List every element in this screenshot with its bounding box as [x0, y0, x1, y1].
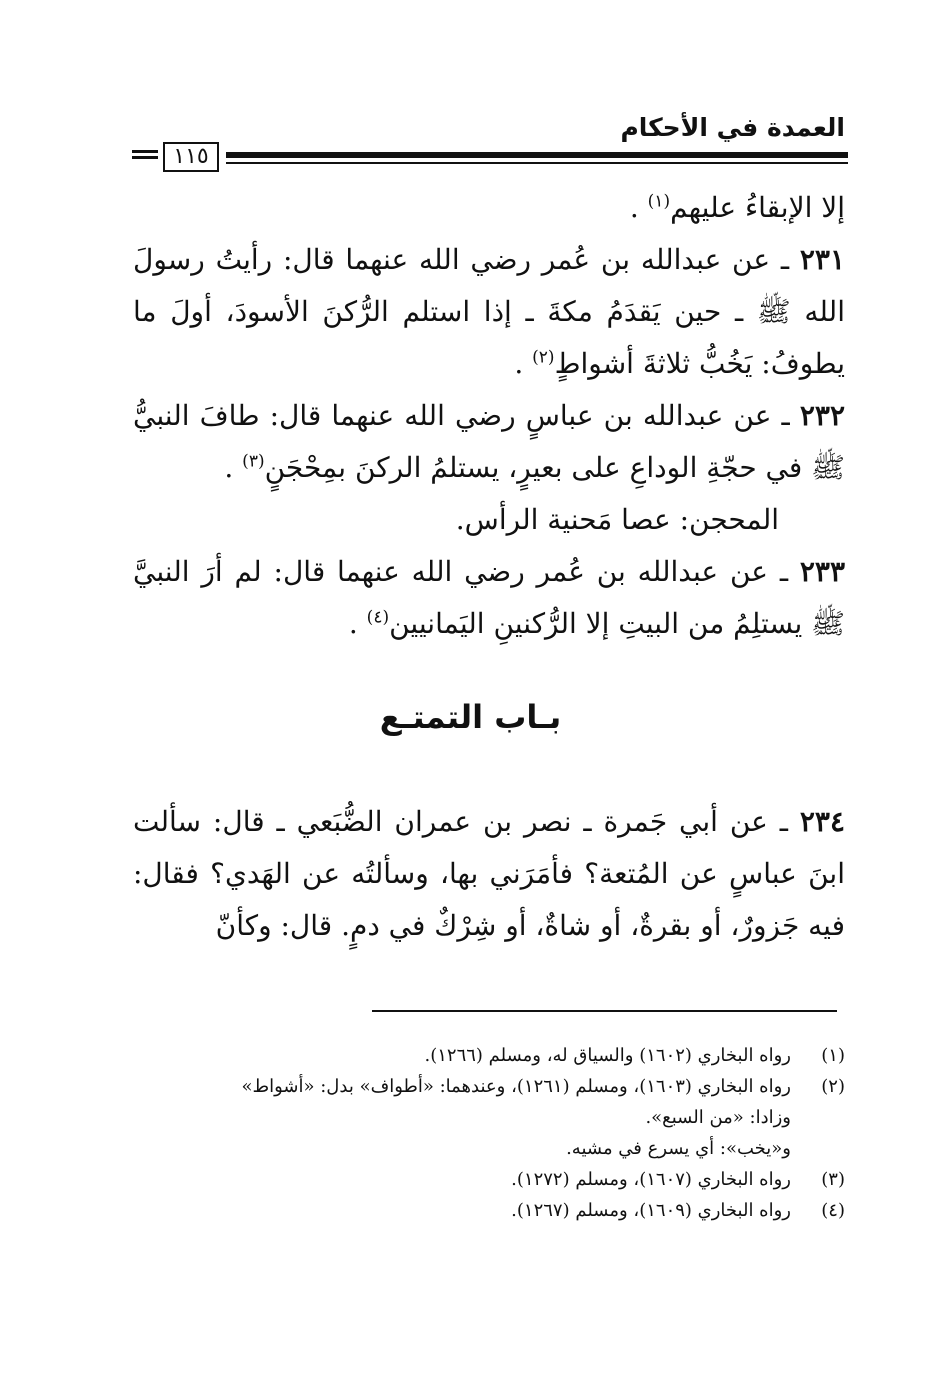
footnote-marker: (٤) — [366, 607, 390, 628]
hadith-231 — [133, 234, 845, 390]
footnote-marker: (١) — [647, 191, 671, 212]
ornament-bar — [132, 150, 158, 153]
hadith-232 — [133, 390, 845, 494]
period: . — [629, 191, 639, 224]
footnote-number: (٢) — [821, 1076, 845, 1097]
footnote-number: (١) — [821, 1045, 845, 1066]
footnote-text: رواه البخاري (١٦٠٢) والسياق له، ومسلم (١٢٦٦). — [424, 1045, 791, 1066]
ornament-bar — [132, 156, 158, 159]
hadith-number: ٢٣٣ — [799, 555, 845, 588]
footnote-item — [133, 1102, 845, 1133]
hadith-number: ٢٣٢ — [799, 399, 845, 432]
gloss-line: المحجن: عصا مَحنية الرأس. — [455, 503, 779, 536]
main-text — [133, 182, 845, 650]
period: . — [224, 451, 234, 484]
header-rule-thin — [226, 162, 848, 164]
footnote-separator — [372, 1010, 837, 1012]
period: . — [514, 347, 524, 380]
footnote-text: رواه البخاري (١٦٠٩)، ومسلم (١٢٦٧). — [511, 1200, 791, 1221]
header-rule-thick — [226, 152, 848, 158]
hadith-number: ٢٣١ — [799, 243, 845, 276]
hadith-text: ـ عن عبدالله بن عباسٍ رضي الله عنهما قال: طافَ النبيُّ ﷺ في حجّةِ الوداعِ على بعيرٍ، يستلمُ الركنَ بمِحْجَنٍ — [133, 399, 845, 484]
main-text-2 — [133, 796, 845, 952]
footnote-number: (٤) — [821, 1200, 845, 1221]
footnote-item — [133, 1040, 845, 1071]
continued-line — [133, 182, 845, 234]
footnote-item — [133, 1164, 845, 1195]
footnote-text: و«يخب»: أي يسرع في مشيه. — [566, 1138, 791, 1159]
continued-text: إلا الإبقاءُ عليهم — [670, 191, 845, 224]
page-number: ١١٥ — [163, 142, 219, 172]
header-ornament — [132, 150, 158, 164]
hadith-234 — [133, 796, 845, 952]
footnotes — [133, 1040, 845, 1226]
hadith-text: ـ عن عبدالله بن عُمر رضي الله عنهما قال: رأيتُ رسولَ الله ﷺ ـ حين يَقدَمُ مكةَ ـ إذا استلم الرُّكنَ الأسودَ، أولَ ما يطوفُ: يَخُبُّ ثلاثةَ أشواطٍ — [133, 243, 845, 380]
hadith-text: ـ عن أبي جَمرة ـ نصر بن عمران الضُّبَعي ـ قال: سألت ابنَ عباسٍ عن المُتعة؟ فأمَرَني بها، وسألتُه عن الهَدي؟ فقال: فيه جَزورٌ، أو بقرةٌ، أو شاةٌ، أو شِرْكٌ في دمٍ. قال: وكأنّ — [133, 805, 845, 942]
hadith-text: ـ عن عبدالله بن عُمر رضي الله عنهما قال: لم أرَ النبيَّ ﷺ يستلِمُ من البيتِ إلا الرُّكنينِ اليَمانيين — [133, 555, 845, 640]
footnote-text: رواه البخاري (١٦٠٣)، ومسلم (١٢٦١)، وعندهما: «أطواف» بدل: «أشواط» — [241, 1076, 791, 1097]
period: . — [348, 607, 358, 640]
footnote-item — [133, 1133, 845, 1164]
chapter-title: بـاب التمتـع — [379, 698, 562, 736]
footnote-text: وزادا: «من السبع». — [645, 1107, 791, 1128]
footnote-marker: (٢) — [532, 347, 555, 368]
footnote-text: رواه البخاري (١٦٠٧)، ومسلم (١٢٧٢). — [511, 1169, 791, 1190]
footnote-number: (٣) — [821, 1169, 845, 1190]
running-title: العمدة في الأحكام — [620, 113, 845, 142]
footnote-item — [133, 1195, 845, 1226]
hadith-number: ٢٣٤ — [799, 805, 845, 838]
hadith-233 — [133, 546, 845, 650]
footnote-marker: (٣) — [242, 451, 265, 472]
footnote-item — [133, 1071, 845, 1102]
